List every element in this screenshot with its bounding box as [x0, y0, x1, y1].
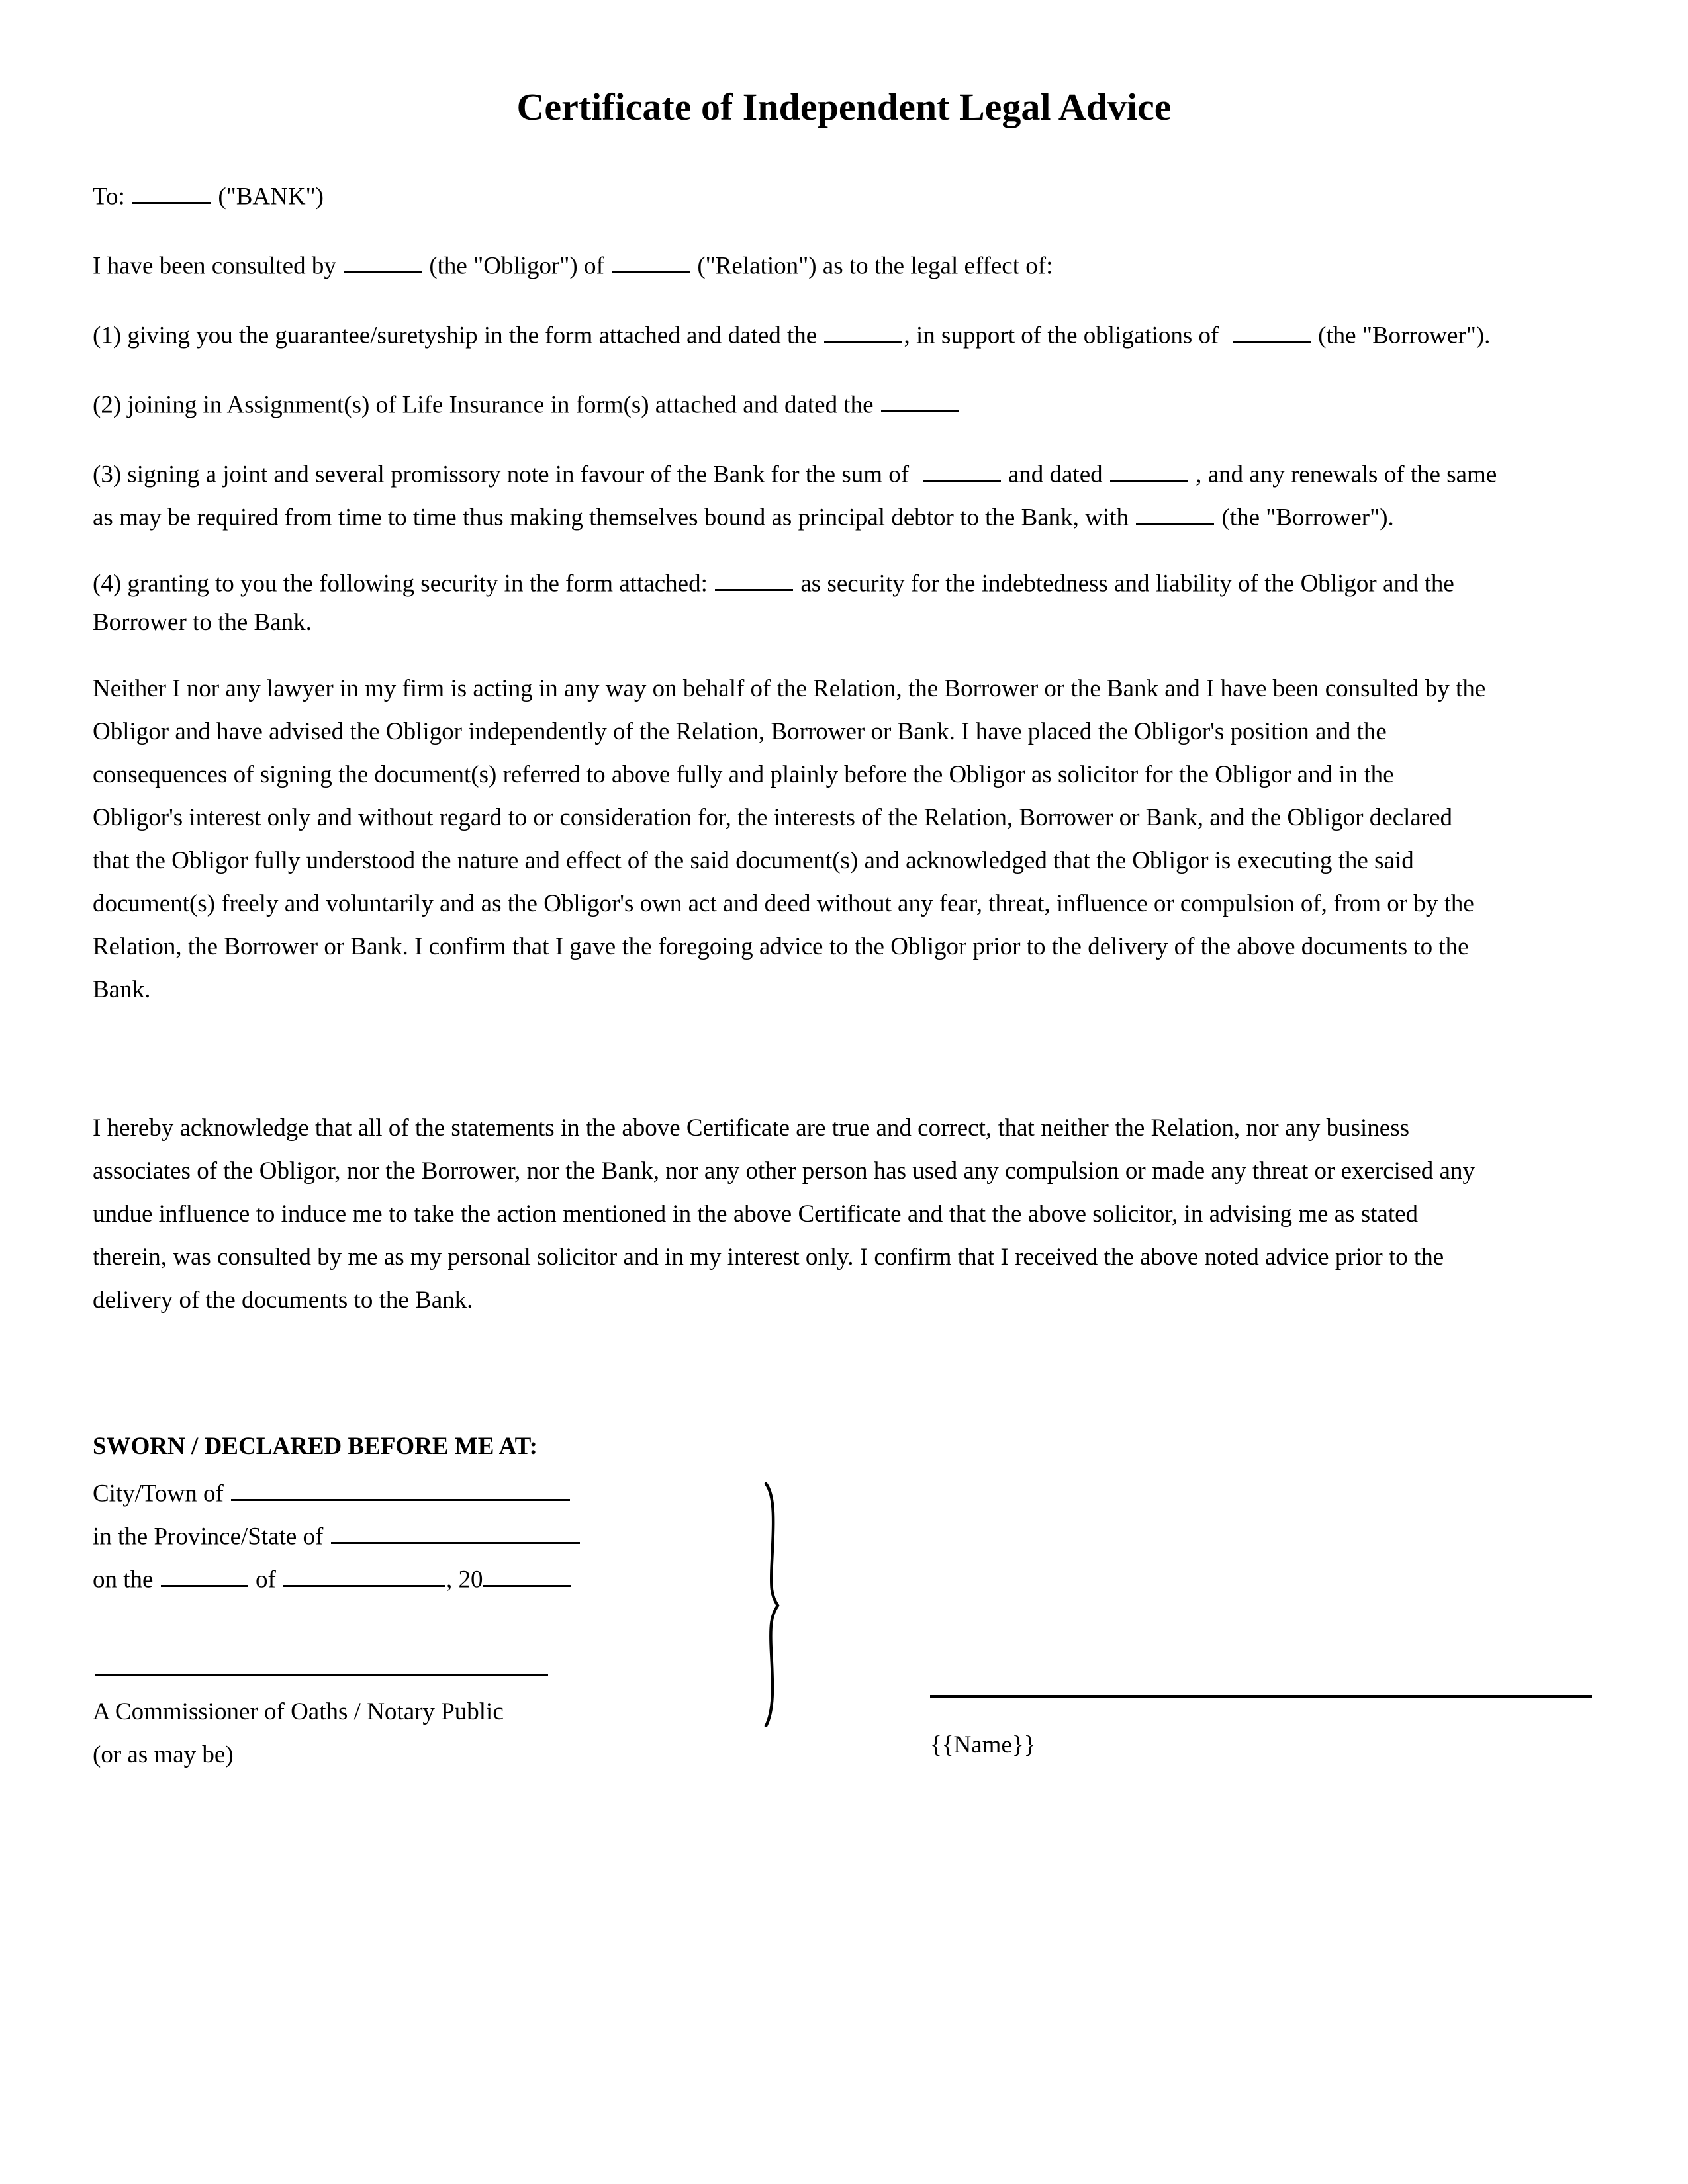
note-sum-blank[interactable]: [923, 458, 1001, 482]
borrower-name-blank-2[interactable]: [1136, 501, 1214, 525]
intro-text-2: (the "Obligor") of: [429, 252, 604, 280]
city-line: [93, 1477, 571, 1506]
item-1: [93, 319, 1490, 347]
to-line: [93, 180, 324, 208]
guarantee-date-blank[interactable]: [824, 319, 902, 343]
date-line: [93, 1563, 572, 1592]
jurat-heading: SWORN / DECLARED BEFORE ME AT:: [93, 1433, 538, 1460]
item-1-text-3: (the "Borrower").: [1318, 322, 1491, 349]
item-3-text-4: as may be required from time to time thus making themselves bound as principal debtor to the Bank, with: [93, 504, 1129, 531]
acknowledgement-line: undue influence to induce me to take the action mentioned in the above Certificate and that the above solicitor, in advising me as stated: [93, 1201, 1419, 1228]
solicitor-line: Relation, the Borrower or Bank. I confirm that I gave the foregoing advice to the Obligor prior to the delivery of the above documents to the: [93, 933, 1469, 960]
year-blank[interactable]: [483, 1563, 571, 1587]
assignment-date-blank[interactable]: [881, 388, 959, 412]
item-4-text-2: as security for the indebtedness and liability of the Obligor and the: [800, 570, 1454, 598]
item-4-line-2: [93, 610, 312, 635]
solicitor-line: Neither I nor any lawyer in my firm is acting in any way on behalf of the Relation, the Borrower or the Bank and I have been consulted by the: [93, 675, 1486, 702]
date-of-label: of: [255, 1566, 276, 1594]
to-label: To:: [93, 183, 125, 210]
item-3-text-2: and dated: [1008, 461, 1103, 488]
province-line: [93, 1520, 581, 1549]
curly-brace-icon: [751, 1482, 791, 1727]
intro-line: [93, 250, 1053, 278]
item-4-line-1: [93, 567, 1454, 596]
province-blank[interactable]: [331, 1520, 580, 1544]
item-3-line-1: [93, 458, 1497, 486]
item-4-text-3: Borrower to the Bank.: [93, 609, 312, 636]
obligor-acknowledgement: [93, 1107, 1602, 1322]
province-label: in the Province/State of: [93, 1523, 324, 1551]
city-label: City/Town of: [93, 1480, 224, 1508]
item-1-text-2: , in support of the obligations of: [904, 322, 1219, 349]
obligor-name-blank[interactable]: [344, 250, 422, 273]
intro-text-1: I have been consulted by: [93, 252, 336, 280]
item-2-text: (2) joining in Assignment(s) of Life Insurance in form(s) attached and dated the: [93, 391, 874, 419]
obligor-signature-line[interactable]: [930, 1695, 1592, 1698]
solicitor-line: consequences of signing the document(s) referred to above fully and plainly before the Obligor as solicitor for the Obligor and in the: [93, 761, 1394, 788]
item-3-text-1: (3) signing a joint and several promissory note in favour of the Bank for the sum of: [93, 461, 910, 488]
month-blank[interactable]: [283, 1563, 445, 1587]
item-2: [93, 388, 961, 417]
acknowledgement-line: I hereby acknowledge that all of the statements in the above Certificate are true and correct, that neither the Relation, nor any business: [93, 1115, 1410, 1142]
security-description-blank[interactable]: [715, 567, 793, 591]
solicitor-line: Obligor's interest only and without regard to or consideration for, the interests of the Relation, Borrower or Bank, and the Obligor declared: [93, 804, 1453, 831]
commissioner-note: (or as may be): [93, 1741, 234, 1768]
item-3-text-5: (the "Borrower").: [1221, 504, 1394, 531]
commissioner-signature-line[interactable]: [95, 1674, 548, 1676]
item-3-line-2: [93, 501, 1394, 529]
item-4-text-1: (4) granting to you the following security in the form attached:: [93, 570, 708, 598]
signatory-name: {{Name}}: [930, 1731, 1036, 1758]
acknowledgement-line: therein, was consulted by me as my personal solicitor and in my interest only. I confirm that I received the above noted advice prior to the: [93, 1244, 1444, 1271]
solicitor-line: document(s) freely and voluntarily and as the Obligor's own act and deed without any fear, threat, influence or compulsion of, from or by the: [93, 890, 1474, 917]
document-title: Certificate of Independent Legal Advice: [516, 85, 1172, 128]
city-blank[interactable]: [231, 1477, 570, 1501]
acknowledgement-line: delivery of the documents to the Bank.: [93, 1287, 473, 1314]
solicitor-line: that the Obligor fully understood the nature and effect of the said document(s) and acknowledged that the Obligor is executing the said: [93, 847, 1414, 874]
solicitor-statement: [93, 667, 1602, 1011]
solicitor-line: Bank.: [93, 976, 151, 1003]
item-1-text-1: (1) giving you the guarantee/suretyship in the form attached and dated the: [93, 322, 818, 349]
day-blank[interactable]: [161, 1563, 248, 1587]
borrower-name-blank-1[interactable]: [1233, 319, 1311, 343]
commissioner-title: A Commissioner of Oaths / Notary Public: [93, 1698, 504, 1725]
date-prefix: on the: [93, 1566, 154, 1594]
relation-name-blank[interactable]: [612, 250, 690, 273]
bank-name-blank[interactable]: [132, 180, 211, 204]
acknowledgement-line: associates of the Obligor, nor the Borrower, nor the Bank, nor any other person has used any compulsion or made any threat or exercised any: [93, 1158, 1475, 1185]
year-prefix: , 20: [446, 1566, 483, 1594]
solicitor-line: Obligor and have advised the Obligor independently of the Relation, Borrower or Bank. I have placed the Obligor's position and the: [93, 718, 1387, 745]
bank-label: ("BANK"): [218, 183, 324, 210]
note-date-blank[interactable]: [1110, 458, 1188, 482]
intro-text-3: ("Relation") as to the legal effect of:: [697, 252, 1053, 280]
item-3-text-3: , and any renewals of the same: [1196, 461, 1497, 488]
